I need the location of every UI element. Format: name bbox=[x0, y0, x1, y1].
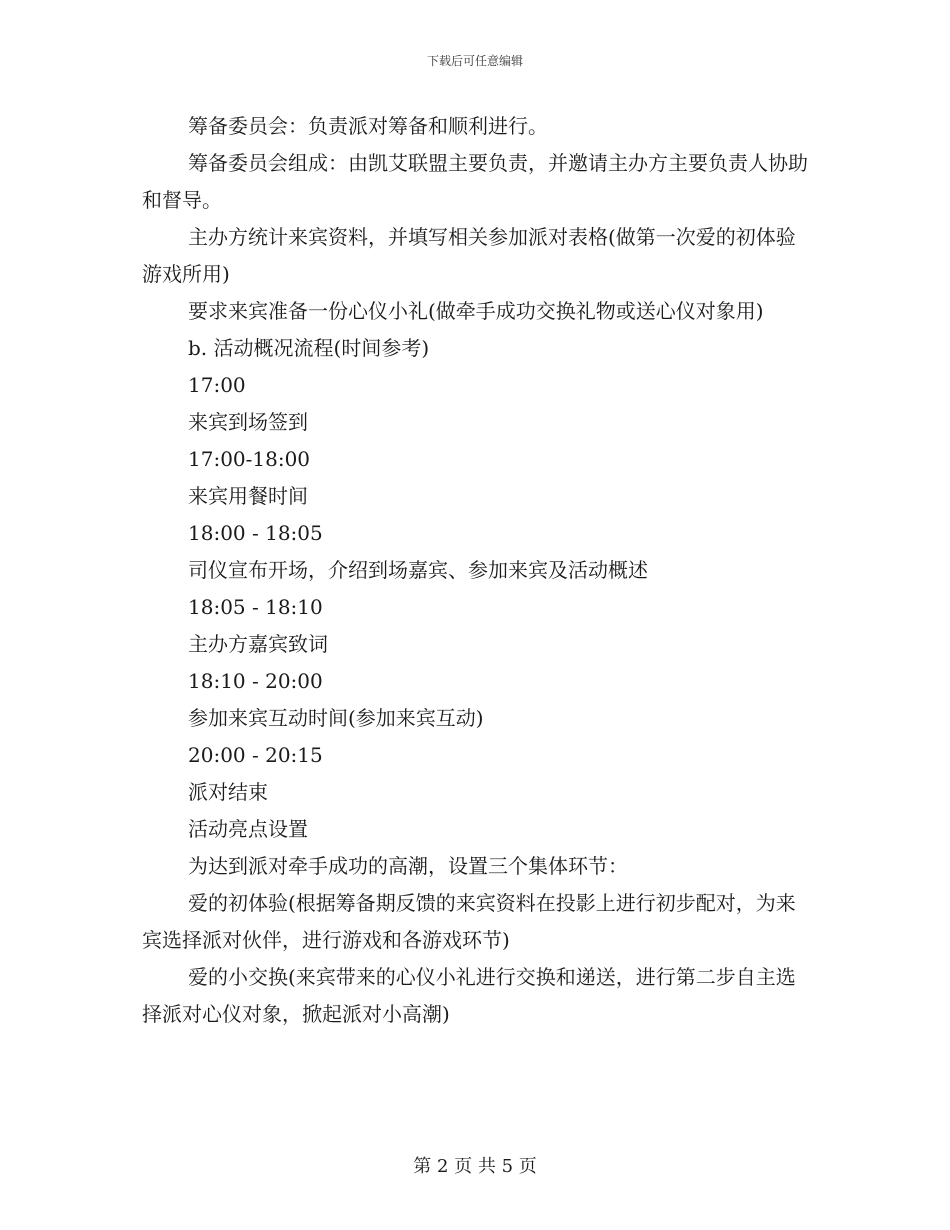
paragraph: 17:00 bbox=[188, 373, 246, 397]
paragraph: 参加来宾互动时间(参加来宾互动) bbox=[188, 706, 484, 730]
paragraph: 主办方嘉宾致词 bbox=[188, 632, 328, 656]
paragraph: 司仪宣布开场，介绍到场嘉宾、参加来宾及活动概述 bbox=[188, 558, 648, 582]
paragraph: 来宾到场签到 bbox=[188, 410, 308, 434]
paragraph: 18:05 - 18:10 bbox=[188, 595, 323, 619]
paragraph: 筹备委员会：负责派对筹备和顺利进行。 bbox=[188, 114, 548, 138]
paragraph: 筹备委员会组成：由凯艾联盟主要负责，并邀请主办方主要负责人协助和督导。 bbox=[142, 151, 808, 212]
paragraph: 活动亮点设置 bbox=[188, 817, 308, 841]
paragraph: 派对结束 bbox=[188, 780, 268, 804]
paragraph: 来宾用餐时间 bbox=[188, 484, 308, 508]
paragraph: 17:00-18:00 bbox=[188, 447, 311, 471]
paragraph: 18:10 - 20:00 bbox=[188, 669, 323, 693]
paragraph: 要求来宾准备一份心仪小礼(做牵手成功交换礼物或送心仪对象用) bbox=[188, 299, 764, 323]
paragraph: 爱的初体验(根据筹备期反馈的来宾资料在投影上进行初步配对，为来宾选择派对伙伴，进行游戏和各游戏环节) bbox=[142, 891, 796, 952]
page-footer: 第 2 页 共 5 页 bbox=[413, 1156, 537, 1177]
paragraph: 爱的小交换(来宾带来的心仪小礼进行交换和递送，进行第二步自主选择派对心仪对象，掀起派对小高潮) bbox=[142, 965, 796, 1026]
paragraph: 主办方统计来宾资料，并填写相关参加派对表格(做第一次爱的初体验游戏所用) bbox=[142, 225, 796, 286]
paragraph: 18:00 - 18:05 bbox=[188, 521, 323, 545]
document-body bbox=[142, 108, 812, 1033]
paragraph: 为达到派对牵手成功的高潮，设置三个集体环节： bbox=[188, 854, 628, 878]
page-header: 下载后可任意编辑 bbox=[426, 54, 523, 68]
paragraph: 20:00 - 20:15 bbox=[188, 743, 323, 767]
paragraph: b. 活动概况流程(时间参考) bbox=[188, 336, 430, 360]
